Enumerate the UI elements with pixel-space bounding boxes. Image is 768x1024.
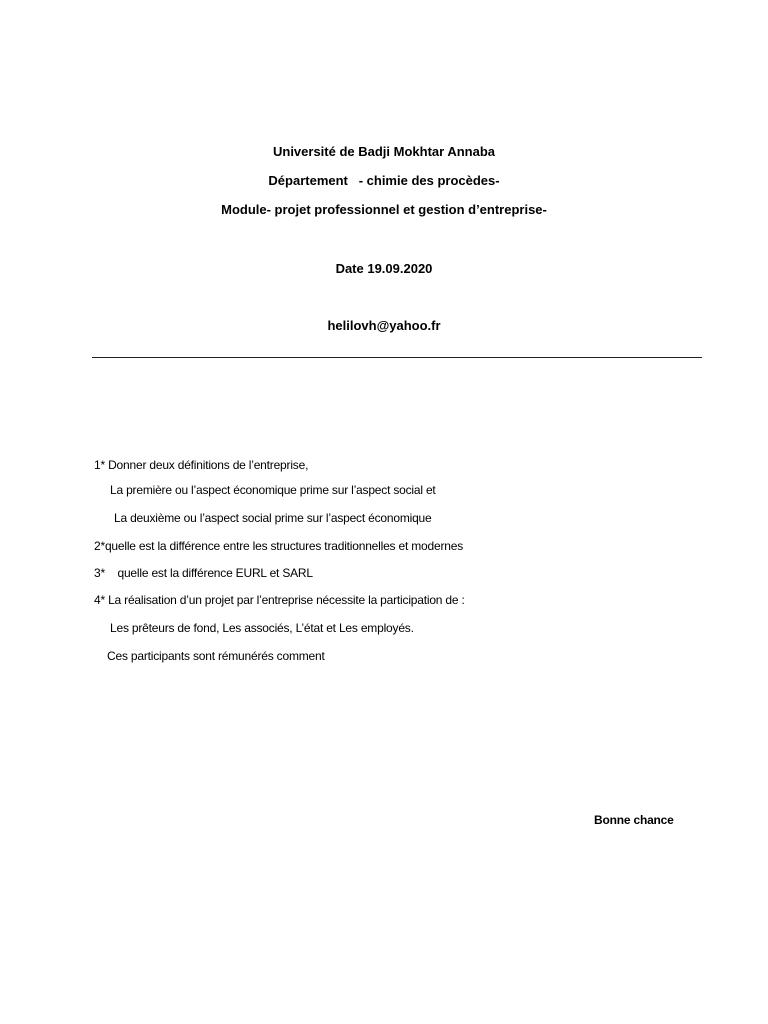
question-3: 3* quelle est la différence EURL et SARL: [94, 566, 313, 580]
question-4: 4* La réalisation d’un projet par l’entreprise nécessite la participation de :: [94, 593, 465, 607]
question-4-participants: Les prêteurs de fond, Les associés, L’état et Les employés.: [110, 621, 414, 635]
department-name: Département - chimie des procèdes-: [268, 173, 500, 188]
university-name: Université de Badji Mokhtar Annaba: [272, 144, 495, 159]
question-1-part-a: La première ou l’aspect économique prime sur l’aspect social et: [110, 483, 436, 497]
contact-email: helilovh@yahoo.fr: [327, 318, 441, 333]
question-2: 2*quelle est la différence entre les structures traditionnelles et modernes: [94, 539, 463, 553]
question-1: 1* Donner deux définitions de l’entreprise,: [94, 458, 309, 472]
module-name: Module- projet professionnel et gestion d’entreprise-: [221, 202, 547, 217]
question-1-part-b: La deuxième ou l’aspect social prime sur l’aspect économique: [114, 511, 432, 525]
question-4-remuneration: Ces participants sont rémunérés comment: [107, 649, 325, 663]
closing-note: Bonne chance: [594, 813, 674, 827]
header-separator: [92, 357, 702, 358]
exam-date: Date 19.09.2020: [335, 261, 433, 276]
